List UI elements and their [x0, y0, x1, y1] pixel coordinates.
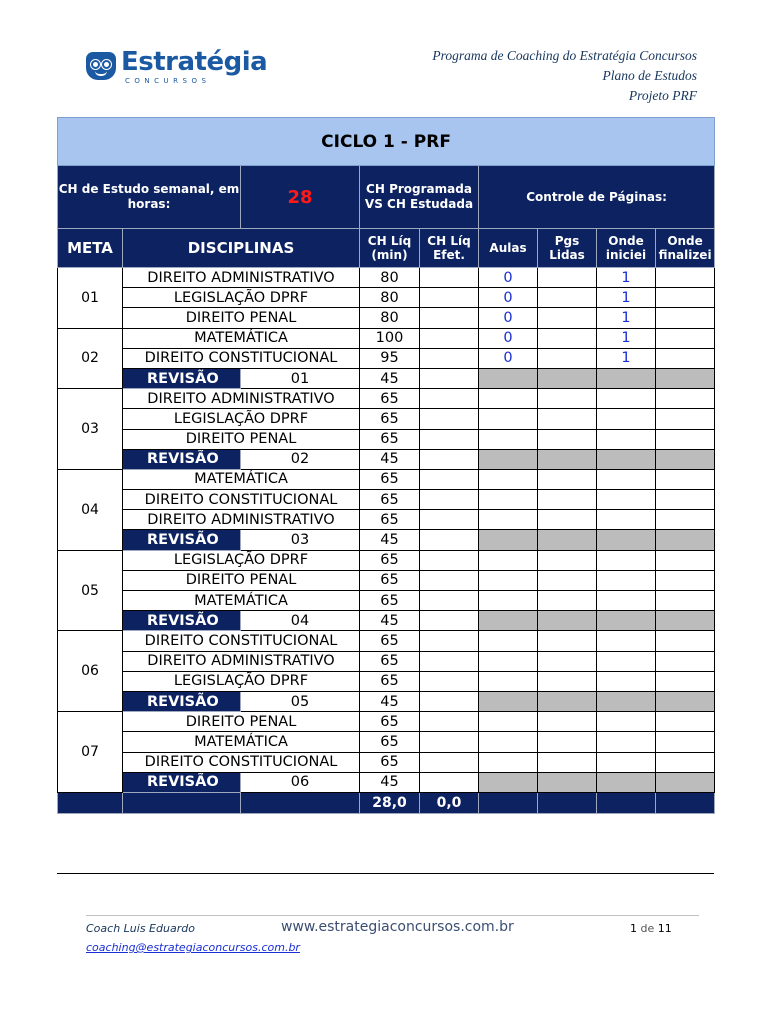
ch-liq-min-value: 65: [360, 550, 420, 570]
ch-liq-min-value: 45: [360, 449, 420, 469]
revision-row: [58, 530, 715, 550]
page-control-disabled-cell: [597, 530, 656, 550]
ch-liq-efet-cell[interactable]: [420, 449, 479, 469]
logo-wordmark: Estratégia: [121, 47, 268, 77]
totals-row: [58, 792, 715, 813]
ch-liq-min-value: 65: [360, 651, 420, 671]
page-control-disabled-cell: [538, 691, 597, 711]
table-row: [58, 288, 715, 308]
page-control-disabled-cell: [538, 530, 597, 550]
meta-number: 07: [58, 712, 123, 793]
owl-logo-icon: [86, 52, 116, 80]
aulas-cell[interactable]: 0: [479, 328, 538, 348]
onde-iniciei-cell[interactable]: 1: [597, 348, 656, 368]
discipline-name: DIREITO PENAL: [123, 308, 360, 328]
ch-liq-efet-cell[interactable]: [420, 631, 479, 651]
page-control-disabled-cell: [479, 691, 538, 711]
discipline-name: LEGISLAÇÃO DPRF: [123, 671, 360, 691]
total-ch-estudada: 0,0: [420, 792, 479, 813]
ch-liq-min-value: 45: [360, 691, 420, 711]
table-row: [58, 631, 715, 651]
revision-number: 06: [241, 772, 360, 792]
aulas-cell[interactable]: 0: [479, 268, 538, 288]
onde-finalizei-cell[interactable]: [656, 490, 715, 510]
table-row: [58, 712, 715, 732]
page-separator: [57, 873, 714, 874]
table-row: [58, 328, 715, 348]
onde-iniciei-cell[interactable]: [597, 570, 656, 590]
aulas-cell[interactable]: [479, 732, 538, 752]
table-row: [58, 550, 715, 570]
table-row: [58, 510, 715, 530]
onde-finalizei-cell[interactable]: [656, 409, 715, 429]
page-control-disabled-cell: [479, 449, 538, 469]
onde-finalizei-cell[interactable]: [656, 328, 715, 348]
onde-iniciei-cell[interactable]: [597, 429, 656, 449]
table-row: [58, 732, 715, 752]
onde-finalizei-cell[interactable]: [656, 591, 715, 611]
aulas-cell[interactable]: [479, 591, 538, 611]
revision-number: 01: [241, 368, 360, 388]
page-control-disabled-cell: [656, 772, 715, 792]
onde-finalizei-cell[interactable]: [656, 268, 715, 288]
ch-liq-efet-cell[interactable]: [420, 368, 479, 388]
table-row: [58, 268, 715, 288]
ch-compare-label: CH Programada VS CH Estudada: [360, 166, 479, 229]
aulas-cell[interactable]: [479, 671, 538, 691]
header-project: Projeto PRF: [628, 88, 697, 103]
onde-iniciei-cell[interactable]: 1: [597, 308, 656, 328]
footer-email-link[interactable]: coaching@estrategiaconcursos.com.br: [86, 941, 300, 954]
onde-iniciei-cell[interactable]: [597, 550, 656, 570]
table-header-row-2: [58, 229, 715, 268]
pgs-lidas-cell[interactable]: [538, 288, 597, 308]
onde-finalizei-cell[interactable]: [656, 510, 715, 530]
revision-label: REVISÃO: [123, 530, 241, 550]
aulas-cell[interactable]: [479, 570, 538, 590]
onde-iniciei-cell[interactable]: [597, 712, 656, 732]
pgs-lidas-cell[interactable]: [538, 328, 597, 348]
totals-empty-cell: [241, 792, 360, 813]
revision-label: REVISÃO: [123, 772, 241, 792]
onde-iniciei-cell[interactable]: [597, 671, 656, 691]
pgs-lidas-cell[interactable]: [538, 510, 597, 530]
discipline-name: DIREITO PENAL: [123, 570, 360, 590]
table-title: CICLO 1 - PRF: [58, 118, 715, 166]
meta-number: 01: [58, 268, 123, 329]
onde-finalizei-cell[interactable]: [656, 712, 715, 732]
pgs-lidas-cell[interactable]: [538, 591, 597, 611]
discipline-name: LEGISLAÇÃO DPRF: [123, 550, 360, 570]
onde-iniciei-cell[interactable]: [597, 490, 656, 510]
ch-liq-min-value: 65: [360, 712, 420, 732]
discipline-name: MATEMÁTICA: [123, 732, 360, 752]
onde-iniciei-cell[interactable]: [597, 469, 656, 489]
ch-liq-min-value: 65: [360, 429, 420, 449]
aulas-cell[interactable]: [479, 752, 538, 772]
totals-empty-cell: [538, 792, 597, 813]
onde-iniciei-cell[interactable]: [597, 389, 656, 409]
meta-number: 03: [58, 389, 123, 470]
ch-liq-efet-cell[interactable]: [420, 469, 479, 489]
table-row: [58, 651, 715, 671]
ch-liq-min-value: 65: [360, 570, 420, 590]
onde-iniciei-cell[interactable]: [597, 732, 656, 752]
page-control-disabled-cell: [479, 530, 538, 550]
table-row: [58, 409, 715, 429]
revision-number: 05: [241, 691, 360, 711]
discipline-name: DIREITO CONSTITUCIONAL: [123, 348, 360, 368]
col-header-onde-iniciei: Onde iniciei: [597, 229, 656, 268]
onde-iniciei-cell[interactable]: [597, 752, 656, 772]
pgs-lidas-cell[interactable]: [538, 308, 597, 328]
onde-finalizei-cell[interactable]: [656, 389, 715, 409]
ch-liq-efet-cell[interactable]: [420, 570, 479, 590]
pgs-lidas-cell[interactable]: [538, 651, 597, 671]
ch-liq-min-value: 65: [360, 409, 420, 429]
onde-finalizei-cell[interactable]: [656, 429, 715, 449]
onde-finalizei-cell[interactable]: [656, 550, 715, 570]
ch-liq-min-value: 65: [360, 671, 420, 691]
ch-liq-efet-cell[interactable]: [420, 389, 479, 409]
meta-number: 04: [58, 469, 123, 550]
revision-label: REVISÃO: [123, 368, 241, 388]
aulas-cell[interactable]: 0: [479, 308, 538, 328]
meta-number: 02: [58, 328, 123, 389]
discipline-name: MATEMÁTICA: [123, 328, 360, 348]
meta-number: 05: [58, 550, 123, 631]
ch-liq-min-value: 45: [360, 368, 420, 388]
page-control-disabled-cell: [597, 611, 656, 631]
onde-iniciei-cell[interactable]: [597, 591, 656, 611]
page-control-disabled-cell: [479, 772, 538, 792]
pgs-lidas-cell[interactable]: [538, 732, 597, 752]
table-title-row: [58, 118, 715, 166]
onde-iniciei-cell[interactable]: 1: [597, 268, 656, 288]
ch-liq-min-value: 100: [360, 328, 420, 348]
footer-divider: [86, 915, 699, 916]
revision-row: [58, 449, 715, 469]
page-control-disabled-cell: [597, 368, 656, 388]
pgs-lidas-cell[interactable]: [538, 268, 597, 288]
document-header: [432, 46, 697, 106]
page-control-disabled-cell: [538, 368, 597, 388]
ch-liq-min-value: 45: [360, 772, 420, 792]
page-control-disabled-cell: [597, 691, 656, 711]
pgs-lidas-cell[interactable]: [538, 348, 597, 368]
page-of: de: [640, 922, 655, 935]
discipline-name: LEGISLAÇÃO DPRF: [123, 288, 360, 308]
page-total: 11: [657, 922, 672, 935]
onde-finalizei-cell[interactable]: [656, 570, 715, 590]
onde-iniciei-cell[interactable]: [597, 651, 656, 671]
ch-liq-min-value: 45: [360, 530, 420, 550]
aulas-cell[interactable]: [479, 550, 538, 570]
ch-liq-efet-cell[interactable]: [420, 732, 479, 752]
ch-liq-min-value: 95: [360, 348, 420, 368]
page-control-disabled-cell: [538, 611, 597, 631]
ch-liq-efet-cell[interactable]: [420, 510, 479, 530]
aulas-cell[interactable]: [479, 712, 538, 732]
onde-finalizei-cell[interactable]: [656, 631, 715, 651]
onde-iniciei-cell[interactable]: [597, 409, 656, 429]
col-header-meta: META: [58, 229, 123, 268]
totals-empty-cell: [58, 792, 123, 813]
total-ch-programada: 28,0: [360, 792, 420, 813]
aulas-cell[interactable]: [479, 490, 538, 510]
page-control-disabled-cell: [656, 530, 715, 550]
revision-row: [58, 772, 715, 792]
pgs-lidas-cell[interactable]: [538, 712, 597, 732]
ch-liq-efet-cell[interactable]: [420, 288, 479, 308]
ch-liq-min-value: 80: [360, 288, 420, 308]
estrategia-logo: [86, 47, 268, 90]
ch-liq-efet-cell[interactable]: [420, 348, 479, 368]
ch-liq-efet-cell[interactable]: [420, 308, 479, 328]
ch-liq-efet-cell[interactable]: [420, 490, 479, 510]
pgs-lidas-cell[interactable]: [538, 409, 597, 429]
aulas-cell[interactable]: [479, 429, 538, 449]
discipline-name: DIREITO CONSTITUCIONAL: [123, 631, 360, 651]
page-control-disabled-cell: [656, 611, 715, 631]
revision-number: 02: [241, 449, 360, 469]
ch-liq-efet-cell[interactable]: [420, 671, 479, 691]
table-row: [58, 490, 715, 510]
footer-coach: Coach Luis Eduardo: [86, 922, 195, 935]
pgs-lidas-cell[interactable]: [538, 469, 597, 489]
header-program: Programa de Coaching do Estratégia Concursos: [432, 48, 697, 63]
aulas-cell[interactable]: [479, 631, 538, 651]
revision-row: [58, 611, 715, 631]
aulas-cell[interactable]: [479, 389, 538, 409]
ch-liq-efet-cell[interactable]: [420, 611, 479, 631]
pgs-lidas-cell[interactable]: [538, 752, 597, 772]
ch-liq-min-value: 65: [360, 469, 420, 489]
onde-finalizei-cell[interactable]: [656, 288, 715, 308]
pgs-lidas-cell[interactable]: [538, 570, 597, 590]
totals-empty-cell: [479, 792, 538, 813]
table-row: [58, 671, 715, 691]
ch-liq-min-value: 65: [360, 591, 420, 611]
onde-finalizei-cell[interactable]: [656, 752, 715, 772]
discipline-name: MATEMÁTICA: [123, 591, 360, 611]
page-control-disabled-cell: [656, 368, 715, 388]
meta-number: 06: [58, 631, 123, 712]
pgs-lidas-cell[interactable]: [538, 631, 597, 651]
ch-liq-min-value: 65: [360, 732, 420, 752]
onde-finalizei-cell[interactable]: [656, 651, 715, 671]
aulas-cell[interactable]: 0: [479, 348, 538, 368]
footer-website-link[interactable]: www.estrategiaconcursos.com.br: [281, 919, 514, 935]
table-row: [58, 469, 715, 489]
weekly-hours-value: 28: [241, 166, 360, 229]
page-control-disabled-cell: [538, 449, 597, 469]
weekly-hours-label: CH de Estudo semanal, em horas:: [58, 166, 241, 229]
logo-subtitle: CONCURSOS: [125, 77, 211, 85]
ch-liq-efet-cell[interactable]: [420, 268, 479, 288]
onde-finalizei-cell[interactable]: [656, 469, 715, 489]
ch-liq-efet-cell[interactable]: [420, 429, 479, 449]
page-current: 1: [630, 922, 637, 935]
table-row: [58, 348, 715, 368]
ch-liq-efet-cell[interactable]: [420, 591, 479, 611]
onde-finalizei-cell[interactable]: [656, 671, 715, 691]
revision-number: 03: [241, 530, 360, 550]
col-header-pgs-lidas: Pgs Lidas: [538, 229, 597, 268]
aulas-cell[interactable]: [479, 651, 538, 671]
discipline-name: DIREITO ADMINISTRATIVO: [123, 510, 360, 530]
ch-liq-min-value: 65: [360, 510, 420, 530]
page-control-disabled-cell: [479, 611, 538, 631]
table-row: [58, 591, 715, 611]
ch-liq-efet-cell[interactable]: [420, 772, 479, 792]
pages-control-label: Controle de Páginas:: [479, 166, 715, 229]
pgs-lidas-cell[interactable]: [538, 389, 597, 409]
pgs-lidas-cell[interactable]: [538, 490, 597, 510]
totals-empty-cell: [597, 792, 656, 813]
revision-label: REVISÃO: [123, 449, 241, 469]
col-header-ch-liq-efet: CH Líq Efet.: [420, 229, 479, 268]
table-row: [58, 429, 715, 449]
col-header-disciplinas: DISCIPLINAS: [123, 229, 360, 268]
totals-empty-cell: [656, 792, 715, 813]
discipline-name: DIREITO ADMINISTRATIVO: [123, 268, 360, 288]
page-control-disabled-cell: [538, 772, 597, 792]
onde-iniciei-cell[interactable]: 1: [597, 328, 656, 348]
ch-liq-efet-cell[interactable]: [420, 328, 479, 348]
ch-liq-min-value: 65: [360, 490, 420, 510]
study-cycle-table: [57, 117, 715, 814]
ch-liq-min-value: 80: [360, 308, 420, 328]
discipline-name: DIREITO ADMINISTRATIVO: [123, 651, 360, 671]
page-control-disabled-cell: [597, 772, 656, 792]
ch-liq-efet-cell[interactable]: [420, 752, 479, 772]
page-control-disabled-cell: [479, 368, 538, 388]
discipline-name: DIREITO CONSTITUCIONAL: [123, 752, 360, 772]
table-row: [58, 308, 715, 328]
onde-iniciei-cell[interactable]: [597, 510, 656, 530]
totals-empty-cell: [123, 792, 241, 813]
revision-label: REVISÃO: [123, 691, 241, 711]
col-header-aulas: Aulas: [479, 229, 538, 268]
aulas-cell[interactable]: [479, 510, 538, 530]
table-header-row-1: [58, 166, 715, 229]
discipline-name: LEGISLAÇÃO DPRF: [123, 409, 360, 429]
ch-liq-min-value: 80: [360, 268, 420, 288]
onde-iniciei-cell[interactable]: [597, 631, 656, 651]
table-row: [58, 752, 715, 772]
ch-liq-efet-cell[interactable]: [420, 691, 479, 711]
onde-finalizei-cell[interactable]: [656, 308, 715, 328]
discipline-name: DIREITO PENAL: [123, 429, 360, 449]
onde-finalizei-cell[interactable]: [656, 348, 715, 368]
table-row: [58, 570, 715, 590]
ch-liq-min-value: 65: [360, 631, 420, 651]
revision-row: [58, 368, 715, 388]
aulas-cell[interactable]: [479, 469, 538, 489]
ch-liq-efet-cell[interactable]: [420, 712, 479, 732]
col-header-onde-finalizei: Onde finalizei: [656, 229, 715, 268]
ch-liq-min-value: 65: [360, 752, 420, 772]
page-control-disabled-cell: [597, 449, 656, 469]
revision-label: REVISÃO: [123, 611, 241, 631]
ch-liq-min-value: 65: [360, 389, 420, 409]
onde-iniciei-cell[interactable]: 1: [597, 288, 656, 308]
header-plan: Plano de Estudos: [602, 68, 697, 83]
ch-liq-efet-cell[interactable]: [420, 651, 479, 671]
revision-row: [58, 691, 715, 711]
ch-liq-efet-cell[interactable]: [420, 550, 479, 570]
aulas-cell[interactable]: 0: [479, 288, 538, 308]
ch-liq-min-value: 45: [360, 611, 420, 631]
ch-liq-efet-cell[interactable]: [420, 530, 479, 550]
revision-number: 04: [241, 611, 360, 631]
discipline-name: MATEMÁTICA: [123, 469, 360, 489]
page-control-disabled-cell: [656, 691, 715, 711]
discipline-name: DIREITO PENAL: [123, 712, 360, 732]
col-header-ch-liq-min: CH Líq (min): [360, 229, 420, 268]
discipline-name: DIREITO ADMINISTRATIVO: [123, 389, 360, 409]
discipline-name: DIREITO CONSTITUCIONAL: [123, 490, 360, 510]
footer-page-number: [630, 922, 672, 935]
aulas-cell[interactable]: [479, 409, 538, 429]
page-control-disabled-cell: [656, 449, 715, 469]
pgs-lidas-cell[interactable]: [538, 550, 597, 570]
ch-liq-efet-cell[interactable]: [420, 409, 479, 429]
onde-finalizei-cell[interactable]: [656, 732, 715, 752]
pgs-lidas-cell[interactable]: [538, 671, 597, 691]
table-row: [58, 389, 715, 409]
pgs-lidas-cell[interactable]: [538, 429, 597, 449]
